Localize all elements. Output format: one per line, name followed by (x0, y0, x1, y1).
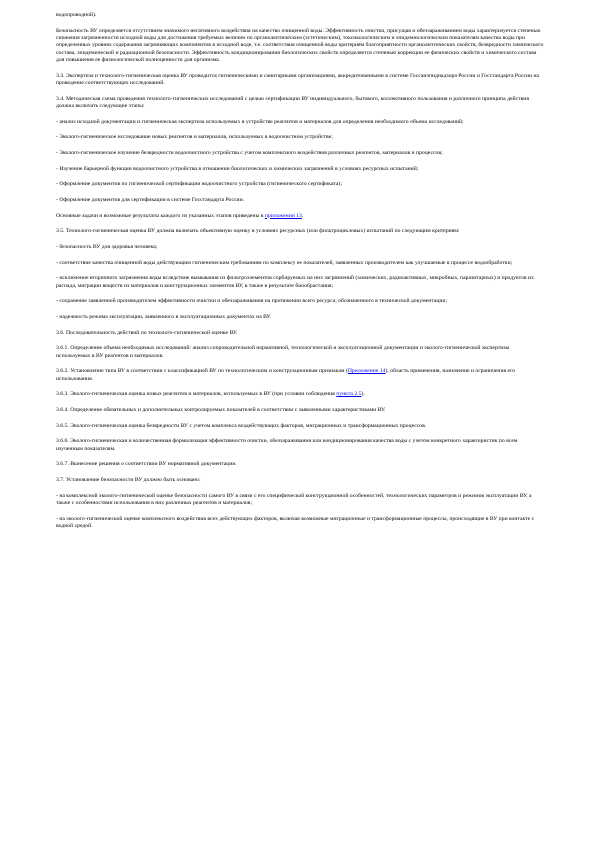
list-item: - надежность режима эксплуатации, заявленного в эксплуатационных документах на ВУ. (56, 314, 271, 321)
list-item: - безопасность ВУ для здоровья человека; (56, 244, 158, 251)
list-item: - исключение вторичного загрязнения воды вследствие вымывания из фильтроэлементов сорбируемых на них загрязнений (химических, радиоактивных, микробных, паразитарных) и продуктов их распада, миграции веществ из материалов и конструкционных элементов ВУ, в также в результате биообрастания; (56, 275, 534, 289)
list-item: - на эколого-гигиенической оценке комплексного воздействия всех действующих факторов, включая возможные миграционные и трансформационные процессы, происходящие в ВУ при контакте с водной средой. (56, 515, 535, 530)
paragraph: Безопасность ВУ определяется отсутствием значимого негативного воздействия на качество очищенной воды. Эффективность очистки, присущая и обеззараживанием воды характеризуется степенью снижения загрязненности исходной воды для достижения требуемых величин по органолептическим (эстетическим), токсикологическим и эпидемиологическим показателям качества воды при определенных уровнях содержания загрязняющих компонентов в исходной воде, т.е. соответствия очищенной воды критериям благоприятности органолептических свойств, безвредности химического состава, эпидемической и радиационной безопасности. Эффективность кондиционирования биологических свойств определяется степенью коррекции ее физических свойств и химического состава для повышения ее физиологической полноценности для организма. (56, 27, 544, 63)
paragraph: 3.6.5. Эколого-гигиеническая оценка безвредности ВУ с учетом комплекса воздействующих факторов, миграционных и трансформационных процессов. (56, 422, 427, 429)
list-item: - Оформление документов по гигиенической сертификации водоочистного устройства (гигиенического сертификата); (56, 181, 342, 188)
paragraph: Основные задачи и возможные результаты каждого из указанных этапов приведены в приложении 13. (56, 212, 304, 219)
list-item: - анализ исходной документации и гигиеническая экспертиза используемых в устройстве реагентов и материалов для определения необходимого объема исследований; (56, 118, 464, 125)
paragraph: 3.6. Последовательность действий по технолого-гигиенической оценке ВУ. (56, 329, 238, 336)
list-item: - Изучение барьерной функции водоочистного устройства в отношении биологических и химических загрязнений в условиях ресурсных испытаний; (56, 165, 419, 172)
appendix-13-link[interactable]: приложении 13 (264, 212, 302, 219)
list-item: - на комплексной эколого-гигиенической оценке безопасности самого ВУ в связи с его специфической конструкционной особенностей, технологических параметров и режимов эксплуатации ВУ, а также с особенностями использования в них различных реагентов и материалов; (56, 492, 532, 507)
document-page (56, 12, 544, 539)
list-item: - Эколого-гигиеническое исследование новых реагентов и материалов, используемых в водоочистном устройстве; (56, 134, 333, 141)
paragraph: водопроводной). (56, 12, 97, 18)
paragraph: 3.4. Методическая схема проведения технолого-гигиенических исследований с целью сертификации ВУ индивидуального, бытового, коллективного пользования и различного принципа действия должна включать следующие этапы: (56, 95, 529, 109)
paragraph: 3.6.4. Определение обязательных и дополнительных контролируемых показателей в соответствии с заявленными характеристиками ВУ. (56, 407, 386, 414)
paragraph: 3.6.2. Установление типа ВУ в соответствии с классификацией ВУ по технологическим и конструкционным признакам (Приложение 14), область применения, назначение и ограничения его использования. (56, 368, 516, 382)
paragraph: 3.5. Технолого-гигиеническая оценка ВУ должна включать объективную оценку в условиях ресурсных (или фильтроцикловых) испытаний по следующим критериям: (56, 228, 460, 235)
list-item: - сохранение заявленной производителем эффективности очистки и обеззараживания на протяжении всего ресурса, обозначенного в технической документации; (56, 298, 448, 305)
paragraph: 3.6.6. Эколого-гигиеническая и количественная формализация эффективности очистки, обеззараживания или кондиционирования качества воды с учетом конкретного характеристик по всем изученным показателям. (56, 438, 518, 452)
paragraph: 3.7. Установление безопасности ВУ должно быть основано: (56, 477, 201, 484)
paragraph: 3.6.3. Эколого-гигиеническая оценка новых реагентов и материалов, используемых в ВУ (при условии соблюдения пункта 2.5). (56, 391, 365, 398)
list-item: - соответствие качества очищенной воды действующим гигиеническим требованиям по комплексу ее показателей, заявленных производителем как улучшаемые в процессе водообработки; (56, 259, 513, 266)
paragraph: 3.6.1. Определение объема необходимых исследований: анализ сопроводительной нормативной, технологической и эксплуатационной документации и эколого-гигиенической экспертизы используемых в ВУ реагентов и материалов. (56, 345, 510, 359)
clause-2-5-link[interactable]: пункта 2.5 (336, 391, 362, 398)
list-item: - Оформление документов для сертификации в системе Госстандарта России. (56, 196, 245, 203)
appendix-14-link[interactable]: Приложение 14 (347, 368, 386, 375)
list-item: - Эколого-гигиеническое изучение безвредности водоочистного устройства с учетом комплексного воздействия различных реагентов, материалов и процессов; (56, 149, 443, 156)
paragraph: 3.3. Экспертиза и технолого-гигиеническая оценка ВУ проводится гигиеническими и санитарными организациями, аккредитованными в системе Госсанэпиднадзора России и Госстандарта России на проведение соответствующих исследований. (56, 72, 540, 86)
paragraph: 3.6.7. Вынесение решения о соответствии ВУ нормативной документации. (56, 461, 237, 468)
